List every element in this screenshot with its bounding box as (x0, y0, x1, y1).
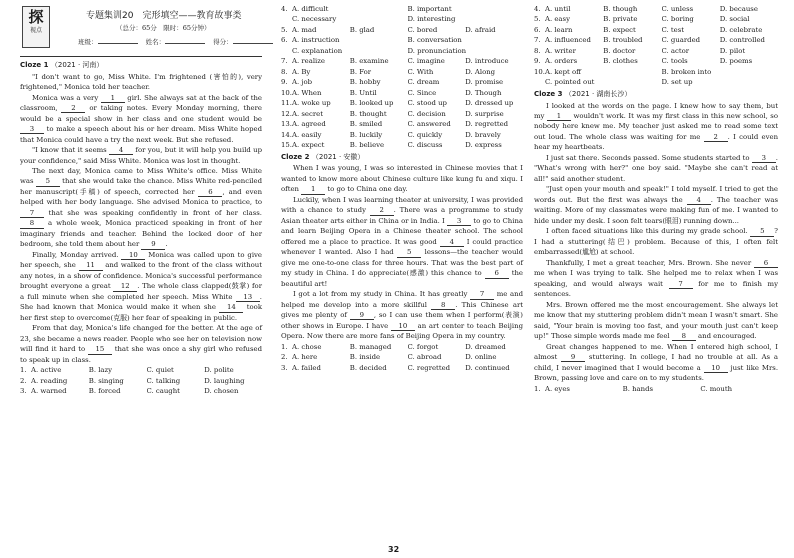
answer-option[interactable]: A. easily (292, 130, 322, 139)
answer-option[interactable]: C. quiet (146, 366, 174, 375)
answer-option[interactable]: D. interesting (407, 15, 456, 24)
answer-option[interactable]: D. dreamed (465, 342, 506, 351)
question-row (281, 363, 523, 373)
answer-option[interactable]: A. realize (292, 57, 325, 66)
answer-option[interactable]: A. failed (292, 363, 321, 372)
paragraph (534, 184, 778, 226)
answer-blank[interactable]: 11 (79, 261, 103, 270)
paragraph (20, 166, 262, 250)
answer-blank[interactable]: 6 (485, 269, 509, 278)
question-row (281, 98, 523, 108)
answer-option[interactable]: C. discuss (407, 141, 443, 150)
answer-blank[interactable]: 3 (752, 154, 776, 163)
cloze2-title: Cloze 2 （2021 · 安徽） (281, 152, 365, 161)
answer-option[interactable]: B. decided (349, 363, 387, 372)
passage-text: me and helped me develop into a more skillful (281, 290, 524, 309)
answer-option[interactable]: C. talking (146, 376, 181, 385)
question-row (281, 25, 523, 35)
question-number: 7. (281, 57, 288, 66)
answer-option[interactable]: B. forced (88, 387, 121, 396)
answer-blank[interactable]: 1 (101, 94, 125, 103)
passage-text: girl. She always sat at the back of the classroom, (20, 93, 262, 113)
passage-text: wouldn't work. It was my first class in this new school, so nobody here knew me. My teacher just asked me to read some text out loud. The whole class was waiting for me (534, 111, 778, 141)
question-row (281, 140, 523, 150)
question-row (534, 4, 778, 14)
question-row (281, 67, 523, 77)
passage-text: and encouraged. (695, 332, 757, 341)
answer-option[interactable]: D. controlled (719, 36, 765, 45)
class-label: 班级： (78, 38, 98, 46)
question-number: 8. (534, 46, 541, 55)
question-number: 3. (20, 387, 27, 396)
question-number: 4. (281, 5, 288, 13)
answer-option[interactable]: A. reading (31, 376, 68, 385)
passage-text: that she would take the chance. Miss White red-penciled her manuscript(手稿) of speech, corrected her (20, 177, 262, 196)
name-label: 姓名： (145, 38, 166, 46)
answer-option[interactable]: B. For (349, 67, 372, 76)
answer-blank[interactable]: 15 (88, 345, 112, 354)
passage-text: . "What's wrong with her?" one boy said. "Maybe she can't read at all!" said another student. (534, 153, 778, 183)
answer-option[interactable]: A. easy (545, 15, 570, 24)
answer-option[interactable]: D. Along (465, 67, 496, 76)
question-row (534, 77, 778, 87)
answer-blank[interactable]: 5 (397, 248, 421, 257)
answer-option[interactable]: D. online (465, 353, 497, 362)
answer-option[interactable]: A. difficult (292, 5, 329, 13)
passage-text: . I could even hear my heartbeats. (534, 132, 779, 152)
answer-option[interactable]: C. bored (407, 25, 438, 34)
answer-option[interactable]: D. regretted (465, 120, 509, 129)
answer-option[interactable]: C. With (407, 67, 434, 76)
answer-blank[interactable]: 9 (141, 240, 165, 249)
paragraph (534, 153, 778, 184)
passage-text: "I don't want to go, Miss White. I'm frightened (害怕的), very frightened," Monica told her teacher. (20, 72, 262, 92)
question-number: 13. (281, 120, 292, 129)
question-number: 6. (534, 25, 541, 34)
passage-text: . She had known that Monica would make it when she (20, 292, 262, 312)
answer-blank[interactable]: 4 (109, 146, 133, 155)
column-1 (20, 4, 262, 397)
answer-blank[interactable]: 5 (36, 177, 60, 186)
question-row (534, 384, 778, 394)
answer-option[interactable]: A. expect (292, 141, 325, 150)
passage-text: to go to China one day. (325, 185, 408, 194)
score-field[interactable] (233, 36, 273, 44)
passage-text: that she was once a shy girl who refused to speak up in class. (20, 345, 262, 364)
answer-option[interactable]: A. When (292, 88, 322, 97)
answer-option[interactable]: B. glad (349, 25, 375, 34)
passage-text: "I know that it seems (32, 146, 110, 155)
answer-blank[interactable]: 4 (440, 238, 464, 247)
passage-text: Great changes happened to me. When I entered high school, I almost (534, 342, 778, 362)
passage-text: The next day, Monica came to Miss White's office. Miss White was (20, 166, 262, 186)
passage-text: I got a lot from my study in China. It has greatly (293, 290, 471, 299)
question-row (534, 56, 778, 66)
paragraph (20, 72, 262, 93)
passage-text: the beautiful art! (281, 269, 523, 288)
answer-blank[interactable]: 6 (198, 188, 222, 197)
worksheet-header (20, 4, 262, 57)
answer-option[interactable]: D. laughing (204, 376, 245, 385)
answer-option[interactable]: C. Since (407, 88, 437, 97)
answer-option[interactable]: A. influenced (545, 36, 591, 45)
answer-option[interactable]: D. express (465, 141, 502, 150)
answer-option[interactable]: B. smiled (349, 120, 383, 129)
answer-option[interactable]: D. continued (465, 363, 510, 372)
answer-option[interactable]: D. bravely (465, 130, 501, 139)
answer-option[interactable]: D. celebrate (719, 25, 763, 34)
answer-option[interactable]: D. polite (204, 366, 234, 375)
question-row (281, 56, 523, 66)
question-number: 10. (281, 88, 292, 97)
answer-option[interactable]: C. answered (407, 120, 451, 129)
answer-option[interactable]: C. necessary (292, 15, 337, 24)
answer-option[interactable]: C. quickly (407, 130, 443, 139)
answer-option[interactable]: C. decision (407, 109, 446, 118)
answer-blank[interactable]: 13 (236, 293, 260, 302)
answer-blank[interactable]: 9 (350, 311, 374, 320)
answer-option[interactable]: A. woke up (292, 99, 331, 108)
passage-text: I looked at the words on the page. I knew how to say them, but my (534, 101, 778, 120)
answer-blank[interactable]: 9 (561, 353, 585, 362)
passage-text: Mrs. Brown offered me the most encouragement. She always let me know that my stuttering problem didn't mean I wasn't smart. She said, "Your brain is moving too fast, and your mouth just can't keep up!" Those simple words made me feel (534, 300, 778, 341)
question-number: 1. (281, 342, 288, 351)
passage-text: stuttering. In college, I had no trouble at all. As a child, I never imagined that I would become a (534, 353, 778, 372)
answer-option[interactable]: D. poems (719, 57, 753, 66)
question-number: 6. (281, 36, 288, 45)
paragraph (281, 163, 523, 194)
brand-logo: 探 视点 (22, 6, 50, 48)
question-row (281, 119, 523, 129)
paragraph (534, 300, 778, 342)
question-row (281, 46, 523, 56)
answer-blank[interactable]: 10 (704, 364, 728, 373)
cloze2-questions-continued (534, 4, 778, 88)
answer-option[interactable]: A. active (31, 366, 62, 375)
paragraph (281, 289, 523, 341)
passage-text: I could practice whenever I wanted. Also I had (281, 237, 524, 257)
answer-option[interactable]: B. Until (349, 88, 377, 97)
question-row (534, 35, 778, 45)
passage-text: for me to finish my sentences. (534, 279, 778, 299)
question-number: 8. (281, 67, 288, 76)
answer-option[interactable]: B. examine (349, 57, 389, 66)
passage-text: Luckily, when I was learning theater at university, I was provided with a chance to study (281, 195, 523, 215)
answer-option[interactable]: C. forgot (407, 342, 439, 351)
passage-text: for you, but it will help you build up your confidence," said Miss White. Monica was lost in thought. (20, 146, 262, 165)
name-field[interactable] (165, 36, 205, 44)
passage-text: , and even helped with her body language. She advised Monica to practice, to (20, 187, 263, 207)
answer-blank[interactable]: 4 (687, 196, 711, 205)
answer-blank[interactable]: 10 (391, 322, 415, 331)
question-number: 5. (281, 25, 288, 34)
question-row (281, 14, 523, 24)
answer-option[interactable]: A. chose (292, 342, 322, 351)
answer-blank[interactable]: 1 (547, 112, 571, 121)
answer-option[interactable]: D. dressed up (465, 99, 514, 108)
answer-blank[interactable]: 5 (750, 227, 774, 236)
answer-option[interactable]: B. luckily (349, 130, 383, 139)
passage-text: I often faced situations like this during my grade school. (546, 227, 751, 236)
answer-option[interactable]: A. secret (292, 109, 323, 118)
score-label: 得分： (213, 38, 233, 46)
answer-option[interactable]: A. here (292, 353, 318, 362)
answer-option[interactable]: B. expect (603, 25, 636, 34)
answer-blank[interactable]: 14 (219, 303, 243, 312)
question-row (281, 88, 523, 98)
answer-option[interactable]: C. mouth (700, 384, 733, 393)
page-number: 32 (388, 545, 400, 554)
passage-text: Monica was called upon to give her speech, she (20, 250, 262, 270)
answer-option[interactable]: B. private (603, 15, 638, 24)
cloze1-passage (20, 72, 262, 366)
answer-option[interactable]: A. orders (545, 57, 578, 66)
answer-blank[interactable]: 1 (301, 185, 325, 194)
column-3 (534, 4, 778, 394)
student-info-fields (78, 36, 279, 48)
question-row (534, 67, 778, 77)
passage-text: Monica was a very (32, 93, 101, 102)
passage-text: that she was speaking confidently in front of her class. (44, 208, 262, 217)
answer-blank[interactable]: 6 (754, 259, 778, 268)
answer-blank[interactable]: 7 (669, 280, 693, 289)
paragraph (281, 195, 523, 289)
question-number: 10. (534, 67, 545, 76)
question-number: 9. (281, 78, 288, 87)
answer-option[interactable]: A. job (292, 78, 313, 87)
answer-option[interactable]: B. important (407, 5, 452, 13)
answer-option[interactable]: B. looked up (349, 99, 394, 108)
passage-text: . The whole class clapped(鼓掌) for a full minute when she completed her speech. Miss White (20, 282, 262, 301)
answer-option[interactable]: C. test (661, 25, 685, 34)
answer-option[interactable]: B. troubled (603, 36, 643, 45)
answer-option[interactable]: B. though (603, 5, 638, 13)
paragraph (20, 93, 262, 145)
answer-option[interactable]: C. caught (146, 387, 180, 396)
passage-text: and walked to the front of the class without any notes, in a show of confidence. Monica's successful performance brought everyone a great (20, 261, 262, 291)
question-number: 2. (20, 376, 27, 385)
question-number: 14. (281, 130, 292, 139)
cloze3-title: Cloze 3 （2021 · 湖南长沙） (534, 89, 632, 98)
question-number: 4. (534, 5, 541, 13)
answer-option[interactable]: D. chosen (204, 387, 239, 396)
answer-option[interactable]: C. boring (661, 15, 694, 24)
answer-option[interactable]: A. eyes (545, 384, 570, 393)
answer-option[interactable]: D. promise (465, 78, 504, 87)
answer-option[interactable]: A. mad (292, 25, 317, 34)
answer-blank[interactable]: 8 (431, 301, 455, 310)
question-number: 5. (534, 15, 541, 24)
question-row (281, 109, 523, 119)
cloze1-questions (20, 365, 262, 396)
answer-option[interactable]: A. warned (31, 387, 67, 396)
answer-blank[interactable]: 12 (113, 282, 137, 291)
passage-text: "Just open your mouth and speak!" I told myself. I tried to get the words out. But the first was always the (534, 185, 778, 204)
answer-option[interactable]: C. tools (661, 57, 688, 66)
passage-text: a whole week, Monica practiced speaking in front of her imaginary friends and teacher. Behind the locked door of her bedroom, she told them about her (20, 219, 262, 249)
passage-text: ? I had a stuttering(结巴) problem. Because of this, I often felt embarrassed(尴尬) at school. (534, 227, 778, 257)
question-row (281, 77, 523, 87)
passage-text: . This Chinese art gives me plenty of (281, 300, 524, 320)
question-number (281, 14, 292, 24)
question-number: 9. (534, 57, 541, 66)
answer-option[interactable]: D. pilot (719, 46, 746, 55)
answer-blank[interactable]: 2 (61, 104, 85, 113)
answer-option[interactable]: B. inside (349, 353, 381, 362)
answer-option[interactable]: C. dream (407, 78, 440, 87)
answer-option[interactable]: C. actor (661, 46, 690, 55)
answer-option[interactable]: C. abroad (407, 353, 442, 362)
answer-option[interactable]: B. clothes (603, 57, 638, 66)
answer-option[interactable]: B. lazy (88, 366, 113, 375)
answer-option[interactable]: B. singing (88, 376, 124, 385)
passage-text: From that day, Monica's life changed for the better. At the age of 23, she became a news reader. People who see her on television now will find it hard to (20, 324, 262, 354)
answer-option[interactable]: A. instruction (292, 36, 340, 45)
answer-option[interactable]: C. explanation (292, 46, 343, 55)
answer-blank[interactable]: 3 (447, 217, 471, 226)
question-row (20, 365, 262, 375)
paragraph (20, 250, 262, 323)
question-number: 1. (20, 366, 27, 375)
answer-option[interactable]: D. introduce (465, 57, 509, 66)
cloze2-passage (281, 163, 523, 341)
answer-option[interactable]: B. conversation (407, 36, 462, 45)
answer-blank[interactable]: 3 (20, 125, 44, 134)
answer-blank[interactable]: 7 (20, 209, 44, 218)
question-row (534, 46, 778, 56)
passage-text: took her first step to overcome(克服) her fear of speaking in public. (20, 303, 262, 322)
question-row (281, 342, 523, 352)
question-row (20, 376, 262, 386)
answer-option[interactable]: C. pointed out (545, 78, 595, 87)
answer-option[interactable]: A. learn (545, 25, 573, 34)
cloze3-questions (534, 384, 778, 394)
answer-option[interactable]: C. unless (661, 5, 694, 13)
question-number: 7. (534, 36, 541, 45)
passage-text: just like Mrs. Brown, passing love and care on to my students. (534, 363, 779, 383)
passage-text: , so I can use them when I perform(表演) other shows in Europe. I have (281, 311, 523, 330)
cloze1-title: Cloze 1 （2021 · 河南） (20, 61, 104, 69)
question-number: 15. (281, 141, 292, 150)
paragraph (534, 342, 778, 384)
question-number: 2. (281, 353, 288, 362)
answer-blank[interactable]: 2 (704, 133, 728, 142)
paragraph (20, 323, 262, 365)
paragraph (20, 145, 262, 166)
question-number: 12. (281, 109, 292, 118)
question-number (534, 77, 545, 87)
passage-text: . (165, 240, 168, 249)
page-title: 专题集训20 完形填空——教育故事类 (86, 11, 242, 21)
answer-option[interactable]: A. writer (545, 46, 576, 55)
answer-option[interactable]: C. stood up (407, 99, 447, 108)
score-time-info: （总分：65分 限时：65分钟） (116, 24, 211, 32)
answer-option[interactable]: A. agreed (292, 120, 326, 129)
question-row (534, 14, 778, 24)
passage-text: an art center to teach Beijing Opera. Now there are more fans of Beijing Opera in my country. (281, 321, 523, 341)
answer-blank[interactable]: 8 (672, 332, 696, 341)
answer-option[interactable]: B. managed (349, 342, 392, 351)
answer-option[interactable]: C. regretted (407, 363, 451, 372)
passage-text: to make a speech about his or her dream. Miss White hoped that Monica could have a try the next week. But she refused. (20, 125, 262, 144)
answer-option[interactable]: D. social (719, 15, 750, 24)
question-number (281, 46, 292, 56)
passage-text: lessons—the teacher would give me one-to-one class for three hours. That was the best part of my study in China. I do appreciate(感激) this chance to (281, 248, 523, 278)
column-2 (281, 4, 523, 373)
answer-option[interactable]: B. believe (349, 141, 385, 150)
answer-blank[interactable]: 8 (20, 219, 44, 228)
answer-option[interactable]: A. kept off (545, 67, 582, 76)
passage-text: to go to China and learn Beijing Opera in a Chinese theater school. The school offered me a place to practice. It was good (281, 216, 523, 246)
cloze3-passage (534, 101, 778, 384)
passage-text: me when I was trying to talk. She helped me to relax when I was speaking, and would always wait (534, 269, 778, 288)
answer-option[interactable]: B. hands (622, 384, 654, 393)
passage-text: . The teacher was waiting. More of my classmates were making fun of me. I wanted to hide under my desk. I soon felt tears(眼泪) running down... (534, 195, 778, 225)
answer-blank[interactable]: 10 (121, 251, 145, 260)
answer-option[interactable]: D. surprise (465, 109, 504, 118)
answer-option[interactable]: A. By (292, 67, 311, 76)
question-row (281, 35, 523, 45)
answer-option[interactable]: D. afraid (465, 25, 496, 34)
cloze1-questions-continued (281, 4, 523, 151)
question-number: 1. (534, 384, 541, 393)
answer-option[interactable]: B. broken into (661, 67, 712, 76)
passage-text: When I was young, I was so interested in Chinese movies that I wanted to know more about Chinese culture like kung fu and xiqu. I often (281, 164, 523, 194)
question-row (281, 130, 523, 140)
answer-option[interactable]: D. pronunciation (407, 46, 467, 55)
answer-option[interactable]: A. until (545, 5, 571, 13)
question-number: 11. (281, 99, 292, 108)
answer-option[interactable]: C. imagine (407, 57, 445, 66)
answer-option[interactable]: B. doctor (603, 46, 636, 55)
passage-text: Finally, Monday arrived. (32, 250, 122, 259)
answer-blank[interactable]: 7 (470, 290, 494, 299)
answer-option[interactable]: B. hobby (349, 78, 381, 87)
question-number: 3. (281, 363, 288, 372)
class-field[interactable] (98, 36, 138, 44)
passage-text: I just sat there. Seconds passed. Some students started to (546, 153, 752, 162)
question-row (281, 4, 523, 14)
question-row (534, 25, 778, 35)
paragraph (534, 258, 778, 300)
answer-option[interactable]: D. set up (661, 78, 693, 87)
passage-text: Thankfully, I met a great teacher, Mrs. Brown. She never (546, 258, 754, 267)
paragraph (534, 226, 778, 257)
paragraph (534, 101, 778, 153)
answer-option[interactable]: D. Though (465, 88, 502, 97)
passage-text: . There was a programme to study Asian theater arts either in China or in India. I (281, 206, 523, 225)
answer-blank[interactable]: 2 (370, 206, 394, 215)
answer-option[interactable]: C. guarded (661, 36, 701, 45)
question-row (281, 352, 523, 362)
cloze2-questions (281, 342, 523, 373)
answer-option[interactable]: B. thought (349, 109, 387, 118)
passage-text: or taking notes. Every Monday morning, there would be a special show in her class and one student would be (20, 104, 262, 123)
answer-option[interactable]: D. because (719, 5, 758, 13)
question-row (20, 386, 262, 396)
